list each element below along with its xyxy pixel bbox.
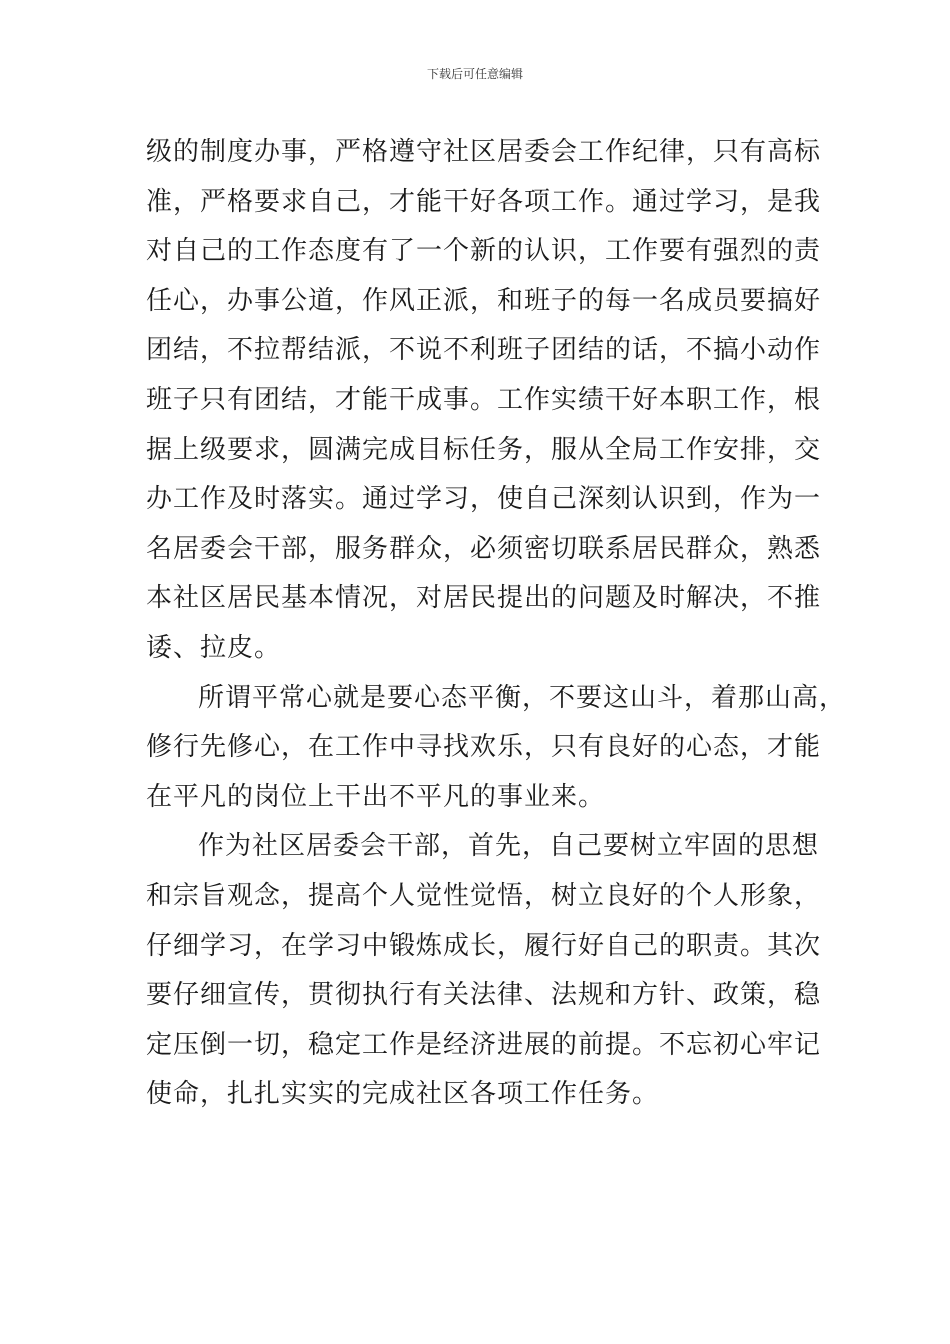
text-line: 办工作及时落实。通过学习，使自己深刻认识到，作为一 <box>146 484 822 515</box>
document-body <box>146 128 847 1120</box>
text-line: 团结，不拉帮结派，不说不利班子团结的话，不搞小动作 <box>146 335 822 366</box>
text-line: 要仔细宣传，贯彻执行有关法律、法规和方针、政策，稳 <box>146 980 822 1011</box>
text-line: 任心，办事公道，作风正派，和班子的每一名成员要搞好 <box>146 285 822 316</box>
text-line: 使命，扎扎实实的完成社区各项工作任务。 <box>146 1079 660 1110</box>
text-line: 据上级要求，圆满完成目标任务，服从全局工作安排，交 <box>146 434 822 465</box>
text-line: 班子只有团结，才能干成事。工作实绩干好本职工作，根 <box>146 384 822 415</box>
text-line: 对自己的工作态度有了一个新的认识，工作要有强烈的责 <box>146 236 822 267</box>
paragraph-first-line: 作为社区居委会干部，首先，自己要树立牢固的思想 <box>198 831 820 862</box>
text-line: 级的制度办事，严格遵守社区居委会工作纪律，只有高标 <box>146 137 822 167</box>
text-line: 修行先修心，在工作中寻找欢乐，只有良好的心态，才能 <box>146 732 822 763</box>
text-line: 在平凡的岗位上干出不平凡的事业来。 <box>146 781 606 812</box>
text-line: 诿、拉皮。 <box>146 632 282 663</box>
paragraph-first-line: 所谓平常心就是要心态平衡，不要这山斗，着那山高， <box>198 682 847 713</box>
page-header: 下载后可任意编辑 <box>426 67 523 81</box>
text-line: 定压倒一切，稳定工作是经济进展的前提。不忘初心牢记 <box>146 1029 822 1060</box>
text-line: 本社区居民基本情况，对居民提出的问题及时解决，不推 <box>146 583 822 614</box>
text-line: 仔细学习，在学习中锻炼成长，履行好自己的职责。其次 <box>146 930 822 961</box>
text-line: 和宗旨观念，提高个人觉性觉悟，树立良好的个人形象， <box>146 880 822 911</box>
text-line: 名居委会干部，服务群众，必须密切联系居民群众，熟悉 <box>146 533 822 564</box>
text-line: 准，严格要求自己，才能干好各项工作。通过学习，是我 <box>146 186 822 217</box>
